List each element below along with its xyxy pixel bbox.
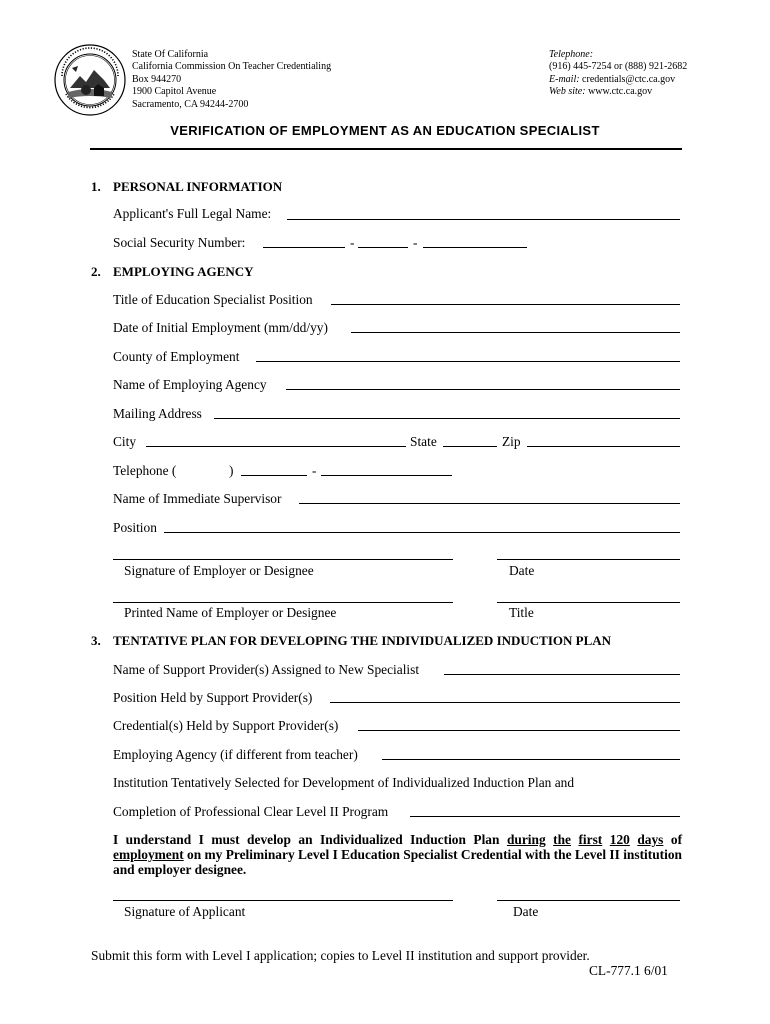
position-held-field[interactable] (330, 702, 680, 703)
submission-instruction: Submit this form with Level I application; copies to Level II institution and support provider. (91, 948, 590, 963)
printed-name-caption: Printed Name of Employer or Designee (124, 605, 337, 620)
ssn-part2-field[interactable] (358, 247, 408, 248)
support-provider-field[interactable] (444, 674, 680, 675)
employing-agency-field[interactable] (382, 759, 680, 760)
zip-label: Zip (502, 434, 521, 449)
county-label: County of Employment (113, 349, 240, 364)
completion-label: Completion of Professional Clear Level II Program (113, 804, 389, 819)
title-divider (90, 148, 682, 150)
printed-name-field[interactable] (113, 602, 453, 603)
agency-line: 1900 Capitol Avenue (132, 86, 217, 98)
section-title: EMPLOYING AGENCY (113, 264, 254, 279)
position-field[interactable] (164, 532, 680, 533)
telephone-label: Telephone: (549, 49, 594, 60)
mailing-address-field[interactable] (214, 418, 680, 419)
legal-name-field[interactable] (287, 219, 680, 220)
section-number: 3. (91, 633, 101, 648)
acknowledgement-statement: I understand I must develop an Individualized Induction Plan during the first 120 days of employment on my Preliminary Level I Education Specialist Credential with the Level II institution and employer designee. (113, 832, 683, 877)
initial-date-field[interactable] (351, 332, 680, 333)
legal-name-label: Applicant's Full Legal Name: (113, 206, 272, 221)
ssn-label: Social Security Number: (113, 235, 246, 250)
telephone-value: (916) 445-7254 or (888) 921-2682 (549, 61, 688, 73)
applicant-signature-field[interactable] (113, 900, 453, 901)
position-label: Position (113, 520, 157, 535)
ssn-dash: - (413, 235, 418, 250)
agency-name-label: Name of Employing Agency (113, 377, 267, 392)
completion-field[interactable] (410, 816, 680, 817)
website-value[interactable]: www.ctc.ca.gov (588, 86, 653, 98)
city-label: City (113, 434, 137, 449)
position-held-label: Position Held by Support Provider(s) (113, 690, 313, 705)
telephone-close-paren: ) (229, 463, 234, 478)
zip-field[interactable] (527, 446, 680, 447)
date-caption: Date (509, 563, 535, 578)
employer-signature-field[interactable] (113, 559, 453, 560)
credential-label: Credential(s) Held by Support Provider(s) (113, 718, 339, 733)
telephone-open-label: Telephone ( (113, 463, 177, 478)
supervisor-field[interactable] (299, 503, 680, 504)
applicant-signature-caption: Signature of Applicant (124, 904, 246, 919)
telephone-prefix-field[interactable] (241, 475, 307, 476)
position-title-field[interactable] (331, 304, 680, 305)
employer-signature-date-field[interactable] (497, 559, 680, 560)
city-field[interactable] (146, 446, 406, 447)
email-label: E-mail: (549, 73, 580, 85)
position-title-label: Title of Education Specialist Position (113, 292, 313, 307)
agency-address-block (132, 49, 331, 111)
section-number: 1. (91, 179, 101, 194)
applicant-signature-date-field[interactable] (497, 900, 680, 901)
website-label: Web site: (549, 86, 586, 98)
initial-date-label: Date of Initial Employment (mm/dd/yy) (113, 320, 328, 335)
ssn-part1-field[interactable] (263, 247, 345, 248)
section-number: 2. (91, 264, 101, 279)
agency-line: State Of California (132, 49, 209, 60)
county-field[interactable] (256, 361, 680, 362)
institution-label: Institution Tentatively Selected for Development of Individualized Induction Plan and (113, 775, 575, 790)
ssn-part3-field[interactable] (423, 247, 527, 248)
supervisor-label: Name of Immediate Supervisor (113, 491, 282, 506)
state-field[interactable] (443, 446, 497, 447)
support-provider-label: Name of Support Provider(s) Assigned to New Specialist (113, 662, 420, 677)
section-title: TENTATIVE PLAN FOR DEVELOPING THE INDIVIDUALIZED INDUCTION PLAN (113, 633, 612, 648)
ssn-dash: - (350, 235, 355, 250)
section-title: PERSONAL INFORMATION (113, 179, 283, 194)
employer-title-field[interactable] (497, 602, 680, 603)
form-title: VERIFICATION OF EMPLOYMENT AS AN EDUCATION SPECIALIST (170, 123, 600, 138)
employing-agency-label: Employing Agency (if different from teacher) (113, 747, 358, 762)
employer-signature-caption: Signature of Employer or Designee (124, 563, 314, 578)
credential-field[interactable] (358, 730, 680, 731)
telephone-number-field[interactable] (321, 475, 452, 476)
mailing-address-label: Mailing Address (113, 406, 202, 421)
state-label: State (410, 434, 437, 449)
title-caption: Title (509, 605, 534, 620)
contact-block (549, 49, 687, 99)
agency-line: Sacramento, CA 94244-2700 (132, 98, 249, 110)
email-value[interactable]: credentials@ctc.ca.gov (582, 73, 676, 85)
agency-line: California Commission On Teacher Credentialing (132, 61, 332, 73)
form-number: CL-777.1 6/01 (589, 963, 668, 978)
telephone-dash: - (312, 463, 317, 478)
agency-line: Box 944270 (132, 73, 182, 85)
agency-name-field[interactable] (286, 389, 680, 390)
date-caption: Date (513, 904, 539, 919)
california-state-seal-icon (54, 44, 126, 116)
